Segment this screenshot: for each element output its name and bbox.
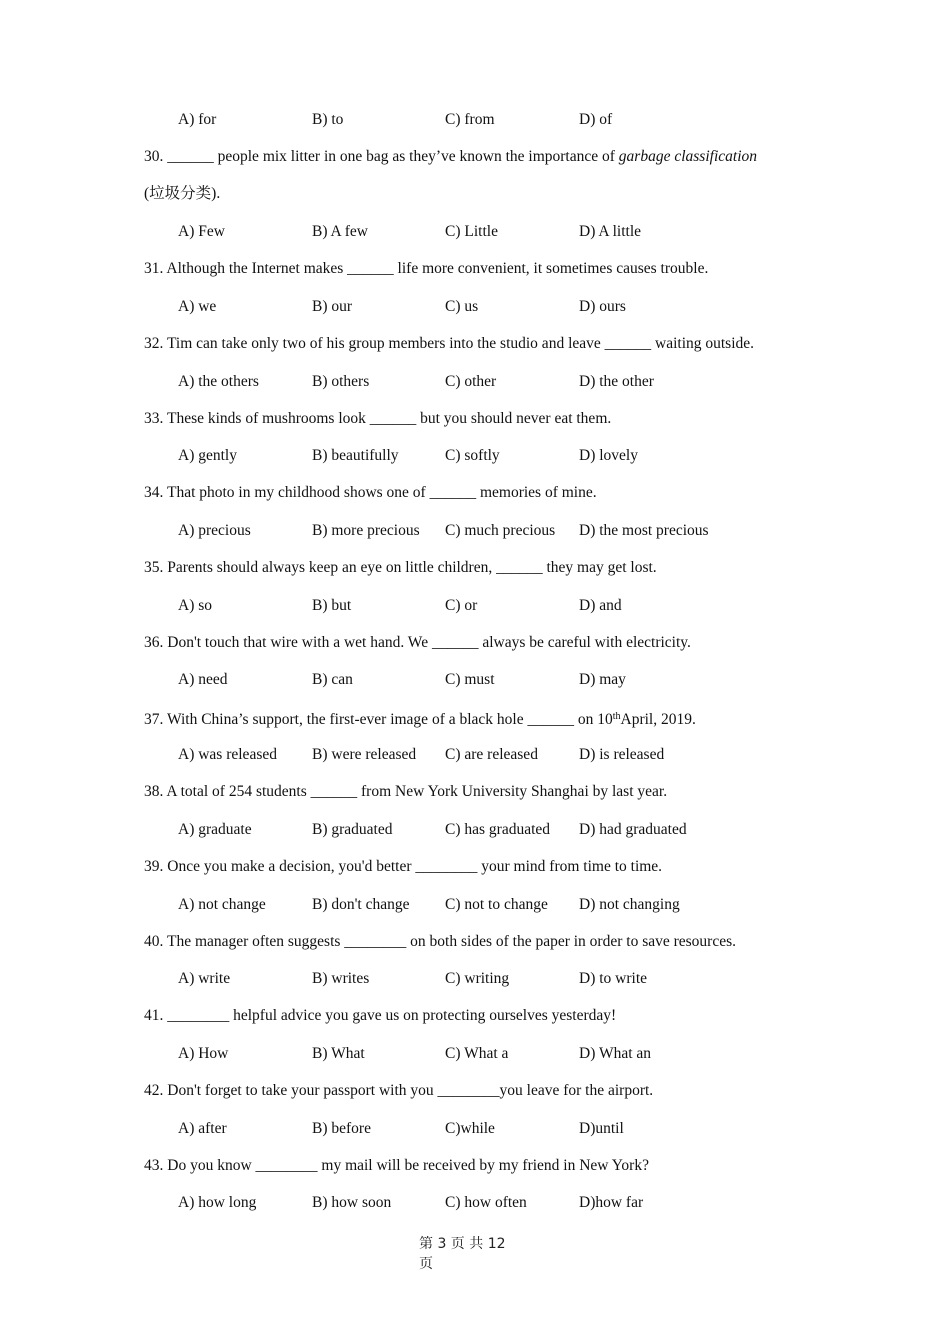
q40-option-b: B) writes: [312, 970, 370, 987]
q37-stem-text: 37. With China’s support, the first-ever image of a black hole ______ on 10: [144, 711, 613, 728]
q30-stem: [144, 147, 757, 167]
q29-option-d: D) of: [579, 111, 613, 128]
q29-option-c: C) from: [445, 111, 495, 128]
q36-option-c: C) must: [445, 671, 495, 688]
q43-option-a: A) how long: [178, 1194, 257, 1211]
q30-stem-continued: (垃圾分类).: [144, 185, 221, 202]
q35-option-d: D) and: [579, 597, 622, 614]
q43-option-b: B) how soon: [312, 1194, 392, 1211]
q31-option-d: D) ours: [579, 298, 626, 315]
q37-option-a: A) was released: [178, 746, 277, 763]
q39-option-c: C) not to change: [445, 896, 548, 913]
q42-option-c: C)while: [445, 1120, 495, 1137]
q29-option-a: A) for: [178, 111, 217, 128]
q42-option-d: D)until: [579, 1120, 624, 1137]
q38-option-d: D) had graduated: [579, 821, 687, 838]
q33-option-d: D) lovely: [579, 447, 638, 464]
q31-option-c: C) us: [445, 298, 479, 315]
q41-option-b: B) What: [312, 1045, 365, 1062]
q32-option-b: B) others: [312, 373, 370, 390]
q38-option-b: B) graduated: [312, 821, 393, 838]
page-number-footer: [419, 1234, 506, 1274]
q37-option-d: D) is released: [579, 746, 665, 763]
q37-option-c: C) are released: [445, 746, 538, 763]
q33-option-c: C) softly: [445, 447, 500, 464]
page-number-line1: 第 3 页 共 12: [419, 1236, 506, 1252]
q30-stem-text: 30. ______ people mix litter in one bag as they’ve known the importance of: [144, 148, 619, 165]
q42-option-b: B) before: [312, 1120, 371, 1137]
q32-option-a: A) the others: [178, 373, 259, 390]
q31-stem: 31. Although the Internet makes ______ life more convenient, it sometimes causes trouble.: [144, 260, 709, 277]
q41-option-a: A) How: [178, 1045, 229, 1062]
q38-option-c: C) has graduated: [445, 821, 551, 838]
q36-stem: 36. Don't touch that wire with a wet hand. We ______ always be careful with electricity.: [144, 634, 691, 651]
q43-option-d: D)how far: [579, 1194, 644, 1211]
q30-option-d: D) A little: [579, 223, 641, 240]
q35-option-a: A) so: [178, 597, 213, 614]
q31-option-b: B) our: [312, 298, 353, 315]
q34-option-b: B) more precious: [312, 522, 420, 539]
page-number-line2: 页: [419, 1256, 433, 1272]
q32-option-c: C) other: [445, 373, 497, 390]
q41-option-d: D) What an: [579, 1045, 652, 1062]
q42-stem: 42. Don't forget to take your passport with you ________you leave for the airport.: [144, 1082, 654, 1099]
q37-stem-text-end: April, 2019.: [620, 711, 696, 728]
q43-option-c: C) how often: [445, 1194, 527, 1211]
q41-stem: 41. ________ helpful advice you gave us on protecting ourselves yesterday!: [144, 1007, 617, 1024]
q30-option-c: C) Little: [445, 223, 498, 240]
q30-option-b: B) A few: [312, 223, 368, 240]
q41-option-c: C) What a: [445, 1045, 509, 1062]
q37-stem-ordinal: th: [612, 711, 621, 722]
q33-option-a: A) gently: [178, 447, 237, 464]
q31-option-a: A) we: [178, 298, 217, 315]
q34-option-c: C) much precious: [445, 522, 556, 539]
q40-stem: 40. The manager often suggests ________ on both sides of the paper in order to save resources.: [144, 933, 737, 950]
q37-stem: [144, 707, 696, 730]
q32-option-d: D) the other: [579, 373, 654, 390]
q33-stem: 33. These kinds of mushrooms look ______ but you should never eat them.: [144, 410, 612, 427]
q36-option-b: B) can: [312, 671, 353, 688]
q37-option-b: B) were released: [312, 746, 417, 763]
q35-option-c: C) or: [445, 597, 478, 614]
q40-option-a: A) write: [178, 970, 231, 987]
q33-option-b: B) beautifully: [312, 447, 399, 464]
q43-stem: 43. Do you know ________ my mail will be received by my friend in New York?: [144, 1157, 649, 1174]
q35-stem: 35. Parents should always keep an eye on little children, ______ they may get lost.: [144, 559, 657, 576]
q34-option-a: A) precious: [178, 522, 251, 539]
q34-stem: 34. That photo in my childhood shows one of ______ memories of mine.: [144, 484, 597, 501]
q32-stem: 32. Tim can take only two of his group members into the studio and leave ______ waiting outside.: [144, 335, 755, 352]
q38-option-a: A) graduate: [178, 821, 252, 838]
q39-option-b: B) don't change: [312, 896, 410, 913]
q38-stem: 38. A total of 254 students ______ from New York University Shanghai by last year.: [144, 783, 668, 800]
q34-option-d: D) the most precious: [579, 522, 709, 539]
q39-stem: 39. Once you make a decision, you'd better ________ your mind from time to time.: [144, 858, 663, 875]
q36-option-a: A) need: [178, 671, 228, 688]
q35-option-b: B) but: [312, 597, 352, 614]
q42-option-a: A) after: [178, 1120, 227, 1137]
q36-option-d: D) may: [579, 671, 626, 688]
q40-option-d: D) to write: [579, 970, 648, 987]
q39-option-a: A) not change: [178, 896, 266, 913]
q40-option-c: C) writing: [445, 970, 510, 987]
q29-option-b: B) to: [312, 111, 344, 128]
q30-option-a: A) Few: [178, 223, 225, 240]
q30-stem-italic: garbage classification: [618, 148, 757, 165]
q39-option-d: D) not changing: [579, 896, 680, 913]
